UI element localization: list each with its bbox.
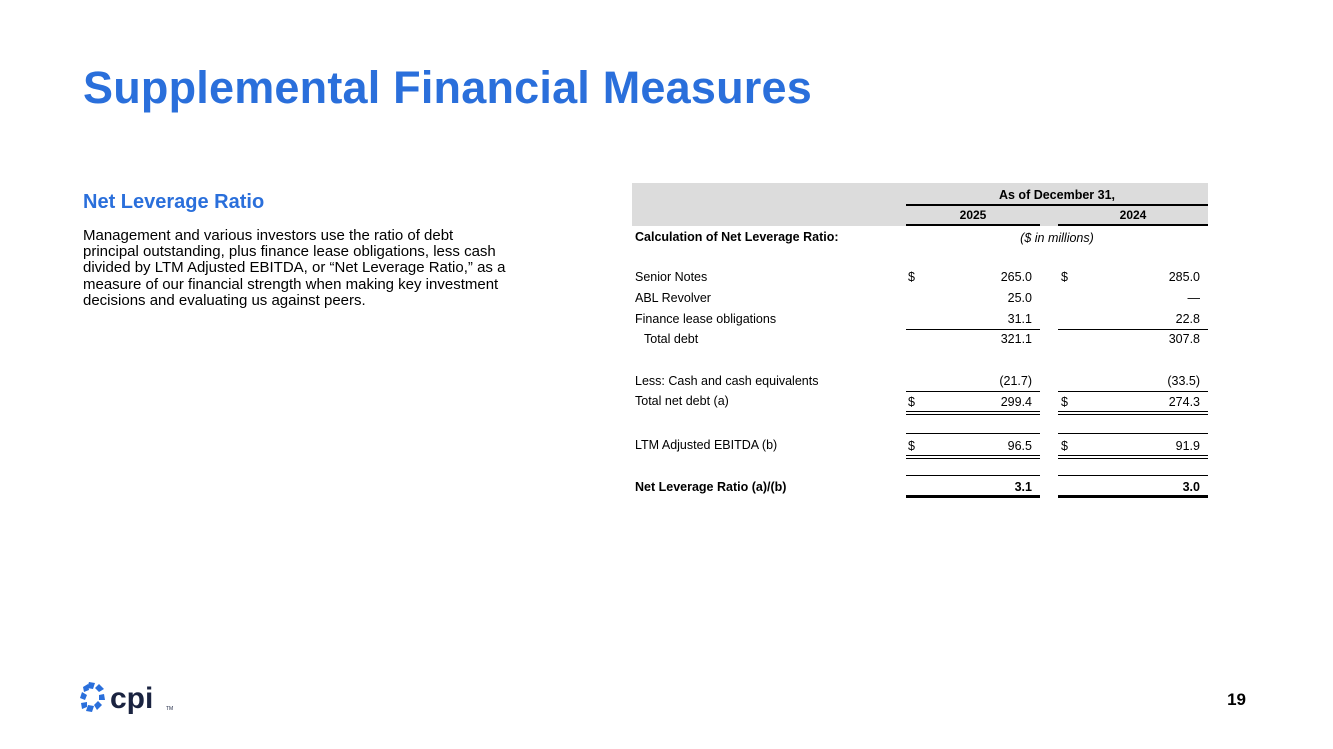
cpi-logo [80, 680, 180, 720]
ratio-rule-2024 [1058, 495, 1208, 498]
value-2024: — [1187, 291, 1200, 305]
row-label-net-leverage-ratio: Net Leverage Ratio (a)/(b) [635, 480, 787, 494]
ebitda-top-rule-2024 [1058, 433, 1208, 434]
value-2025: 3.1 [1014, 480, 1032, 494]
currency-2024: $ [1061, 395, 1068, 409]
row-label-total-debt: Total debt [644, 332, 699, 346]
value-2024: 274.3 [1168, 395, 1200, 409]
ebitda-rule-2024 [1058, 458, 1208, 459]
total-rule-2025 [906, 414, 1040, 415]
section-heading: Net Leverage Ratio [83, 191, 265, 213]
column-header-2024: 2024 [1119, 208, 1147, 222]
value-2024: 307.8 [1168, 332, 1200, 346]
value-2025: 321.1 [1000, 332, 1032, 346]
row-label-senior-notes: Senior Notes [635, 270, 708, 284]
value-2025: (21.7) [999, 374, 1032, 388]
value-2025: 265.0 [1000, 270, 1032, 284]
net-leverage-table [632, 183, 1208, 503]
currency-2025: $ [908, 395, 915, 409]
subtotal-rule-2025 [906, 329, 1040, 330]
row-label-total-net-debt: Total net debt (a) [635, 394, 729, 408]
page-number: 19 [1227, 690, 1246, 709]
slide-title: Supplemental Financial Measures [83, 62, 812, 113]
value-2024: (33.5) [1167, 374, 1200, 388]
section-label: Calculation of Net Leverage Ratio: [635, 230, 839, 244]
row-label-ltm-adjusted-ebitda: LTM Adjusted EBITDA (b) [635, 438, 778, 452]
value-2024: 22.8 [1175, 312, 1200, 326]
ebitda-rule-2025 [906, 458, 1040, 459]
value-2025: 25.0 [1007, 291, 1032, 305]
col-rule-2024 [1058, 224, 1208, 226]
ratio-top-rule-2025 [906, 475, 1040, 476]
total-rule-2024 [1058, 414, 1208, 415]
value-2024: 91.9 [1175, 439, 1200, 453]
subtotal-rule-2025 [906, 391, 1040, 392]
currency-2025: $ [908, 270, 915, 284]
header-rule [906, 204, 1208, 206]
logo-tm: TM [166, 706, 174, 712]
value-2024: 285.0 [1168, 270, 1200, 284]
value-2024: 3.0 [1182, 480, 1200, 494]
currency-2025: $ [908, 439, 915, 453]
total-rule-2025 [906, 411, 1040, 412]
value-2025: 96.5 [1007, 439, 1032, 453]
ebitda-rule-2024 [1058, 455, 1208, 456]
ratio-top-rule-2024 [1058, 475, 1208, 476]
subtotal-rule-2024 [1058, 329, 1208, 330]
currency-2024: $ [1061, 270, 1068, 284]
currency-2024: $ [1061, 439, 1068, 453]
ebitda-rule-2025 [906, 455, 1040, 456]
row-label-abl-revolver: ABL Revolver [635, 291, 711, 305]
total-rule-2024 [1058, 411, 1208, 412]
table-header-as-of: As of December 31, [998, 188, 1116, 202]
description-text: Management and various investors use the ratio of debt principal outstanding, plus finance lease obligations, less cash divided by LTM Adjusted EBITDA, or “Net Leverage Ratio,” as a measure of our financial strength when making key investment decisions and evaluating us against peers. [83, 227, 506, 309]
logo-text: cpi [110, 682, 154, 715]
col-rule-2025 [906, 224, 1040, 226]
value-2025: 299.4 [1000, 395, 1032, 409]
row-label-finance-lease: Finance lease obligations [635, 312, 777, 326]
ratio-rule-2025 [906, 495, 1040, 498]
subtotal-rule-2024 [1058, 391, 1208, 392]
logo-mark-icon [80, 680, 180, 720]
ebitda-top-rule-2025 [906, 433, 1040, 434]
units-label: ($ in millions) [1020, 231, 1094, 245]
column-header-2025: 2025 [959, 208, 987, 222]
row-label-less-cash: Less: Cash and cash equivalents [635, 374, 819, 388]
value-2025: 31.1 [1007, 312, 1032, 326]
